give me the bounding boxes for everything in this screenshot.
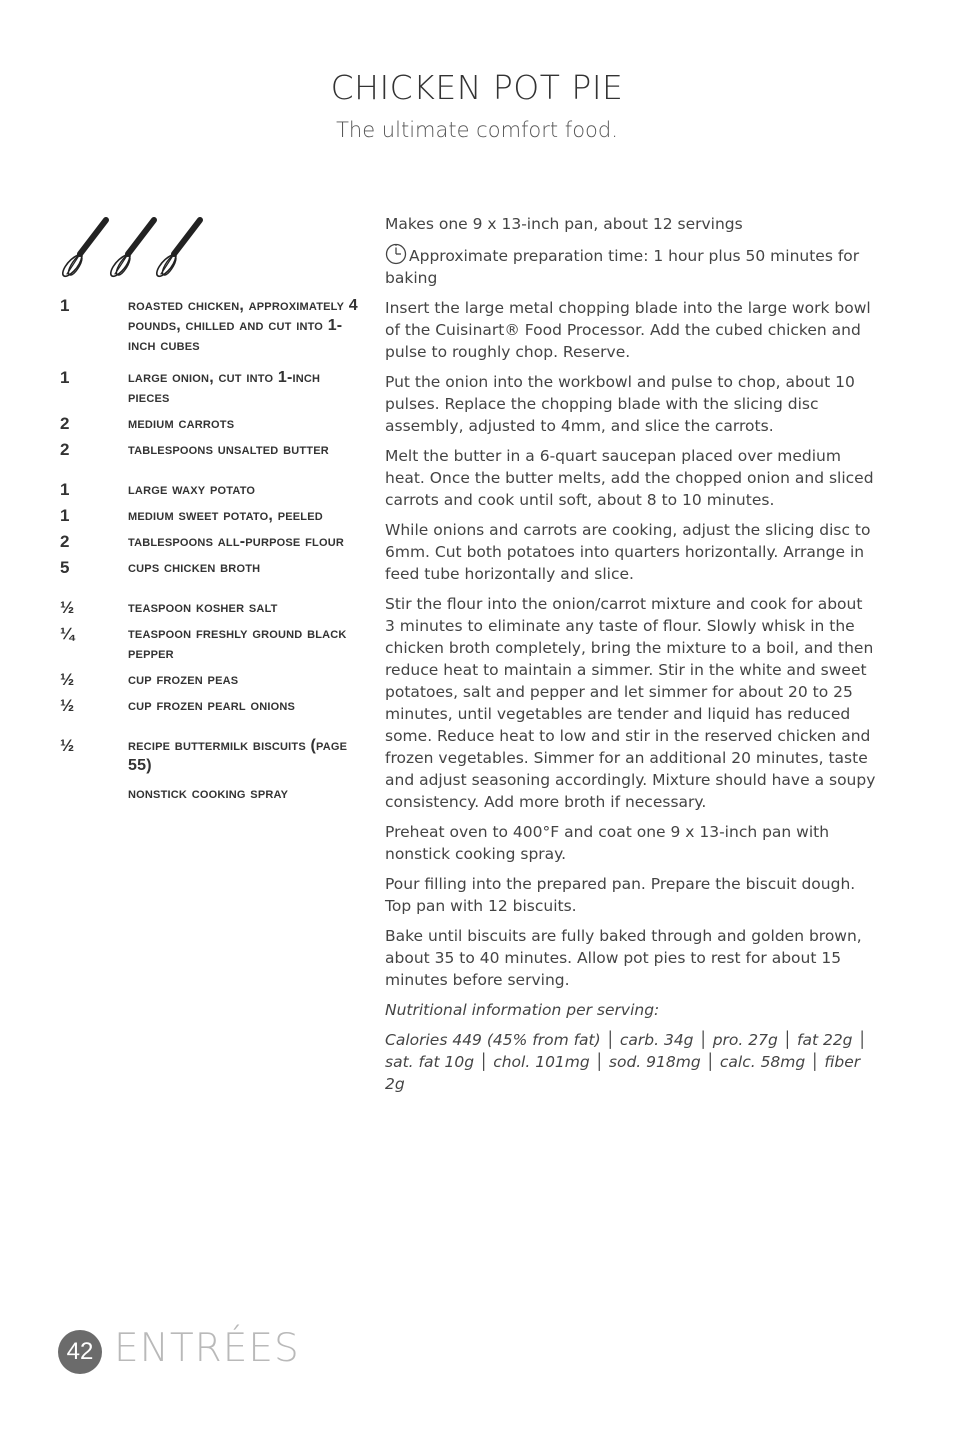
ingredient-name: roasted chicken, approximately 4 pounds, chilled and cut into 1-inch cubes xyxy=(128,297,358,354)
ingredient-row xyxy=(60,598,360,618)
ingredient-row xyxy=(60,670,360,690)
ingredient-row xyxy=(60,696,360,716)
direction-step: Melt the butter in a 6-quart saucepan placed over medium heat. Once the butter melts, add the chopped onion and sliced carrots and cook until soft, about 8 to 10 minutes. xyxy=(385,447,874,509)
ingredient-row xyxy=(60,480,360,500)
ingredient-row xyxy=(60,624,360,664)
ingredient-name: recipe buttermilk biscuits (page 55) xyxy=(128,737,348,774)
prep-time-text: Approximate preparation time: 1 hour plus 50 minutes for baking xyxy=(385,247,860,287)
direction-step: Insert the large metal chopping blade into the large work bowl of the Cuisinart® Food Processor. Add the cubed chicken and pulse to roughly chop. Reserve. xyxy=(385,299,871,361)
direction-step: Bake until biscuits are fully baked through and golden brown, about 35 to 40 minutes. Allow pot pies to rest for about 15 minutes before serving. xyxy=(385,927,862,989)
ingredient-name: large onion, cut into 1-inch pieces xyxy=(128,369,321,406)
recipe-yield: Makes one 9 x 13-inch pan, about 12 servings xyxy=(385,215,743,233)
ingredient-qty xyxy=(60,784,128,804)
ingredient-qty: 2 xyxy=(60,414,70,433)
ingredient-name: tablespoons unsalted butter xyxy=(128,441,329,458)
ingredient-row xyxy=(60,368,360,408)
ingredient-name: medium carrots xyxy=(128,415,235,432)
ingredient-row xyxy=(60,506,360,526)
ingredient-name: tablespoons all-purpose flour xyxy=(128,533,344,550)
ingredient-qty: 2 xyxy=(60,532,70,551)
ingredient-qty: ½ xyxy=(60,696,75,715)
ingredient-name: teaspoon kosher salt xyxy=(128,599,278,616)
recipe-title: CHICKEN POT PIE xyxy=(330,68,624,107)
ingredient-row xyxy=(60,736,360,776)
section-title: ENTRÉES xyxy=(114,1326,300,1371)
direction-step: Stir the flour into the onion/carrot mixture and cook for about 3 minutes to eliminate any taste of flour. Slowly whisk in the chicken broth completely, bring the mixture to a boil, and then reduce heat to maintain a simmer. Stir in the white and sweet potatoes, salt and pepper and let simmer for about 20 to 25 minutes, until vegetables are tender and liquid has reduced some. Reduce heat to low and stir in the reserved chicken and frozen vegetables. Simmer for an additional 20 minutes, taste and adjust seasoning accordingly. Mixture should have a soupy consistency. Add more broth if necessary. xyxy=(385,595,876,811)
ingredient-qty: ½ xyxy=(60,598,75,617)
ingredient-qty: 1 xyxy=(60,506,70,525)
page-number: 42 xyxy=(58,1330,102,1374)
ingredient-name: large waxy potato xyxy=(128,481,256,498)
whisk-icon xyxy=(157,220,200,276)
ingredient-qty: 5 xyxy=(60,558,70,577)
ingredient-qty: ½ xyxy=(60,670,75,689)
ingredient-row xyxy=(60,440,360,460)
recipe-subtitle: The ultimate comfort food. xyxy=(336,118,618,142)
direction-step: While onions and carrots are cooking, adjust the slicing disc to 6mm. Cut both potatoes into quarters horizontally. Arrange in feed tube horizontally and slice. xyxy=(385,521,871,583)
ingredient-name: teaspoon freshly ground black pepper xyxy=(128,625,347,662)
ingredient-row xyxy=(60,296,360,356)
ingredient-row xyxy=(60,558,360,578)
ingredient-qty: ¼ xyxy=(60,624,75,643)
ingredient-qty: 1 xyxy=(60,480,70,499)
ingredient-name: nonstick cooking spray xyxy=(128,785,289,802)
prep-time xyxy=(385,243,877,289)
direction-step: Put the onion into the workbowl and pulse to chop, about 10 pulses. Replace the chopping blade with the slicing disc assembly, adjusted to 4mm, and slice the carrots. xyxy=(385,373,855,435)
ingredient-row xyxy=(60,532,360,552)
ingredient-qty: 1 xyxy=(60,368,70,387)
ingredient-name: cup frozen pearl onions xyxy=(128,697,296,714)
nutrition-line: sat. fat 10g │ chol. 101mg │ sod. 918mg │ calc. 58mg │ fiber 2g xyxy=(385,1053,861,1093)
ingredient-name: medium sweet potato, peeled xyxy=(128,507,323,524)
ingredient-name: cup frozen peas xyxy=(128,671,239,688)
nutrition-heading: Nutritional information per serving: xyxy=(385,1001,660,1019)
ingredient-qty: 1 xyxy=(60,296,70,315)
direction-step: Pour filling into the prepared pan. Prepare the biscuit dough. Top pan with 12 biscuits. xyxy=(385,875,856,915)
whisk-icon xyxy=(63,220,106,276)
ingredient-name: cups chicken broth xyxy=(128,559,261,576)
ingredient-list xyxy=(60,296,360,804)
ingredient-row xyxy=(60,414,360,434)
whisk-icon xyxy=(58,216,208,280)
ingredient-row xyxy=(60,784,360,804)
ingredient-qty: ½ xyxy=(60,736,75,755)
nutrition-line: Calories 449 (45% from fat) │ carb. 34g │ pro. 27g │ fat 22g │ xyxy=(385,1031,867,1049)
directions xyxy=(385,213,877,1103)
ingredient-qty: 2 xyxy=(60,440,70,459)
whisk-icon xyxy=(111,220,154,276)
direction-step: Preheat oven to 400°F and coat one 9 x 13-inch pan with nonstick cooking spray. xyxy=(385,823,830,863)
clock-icon xyxy=(385,243,407,265)
